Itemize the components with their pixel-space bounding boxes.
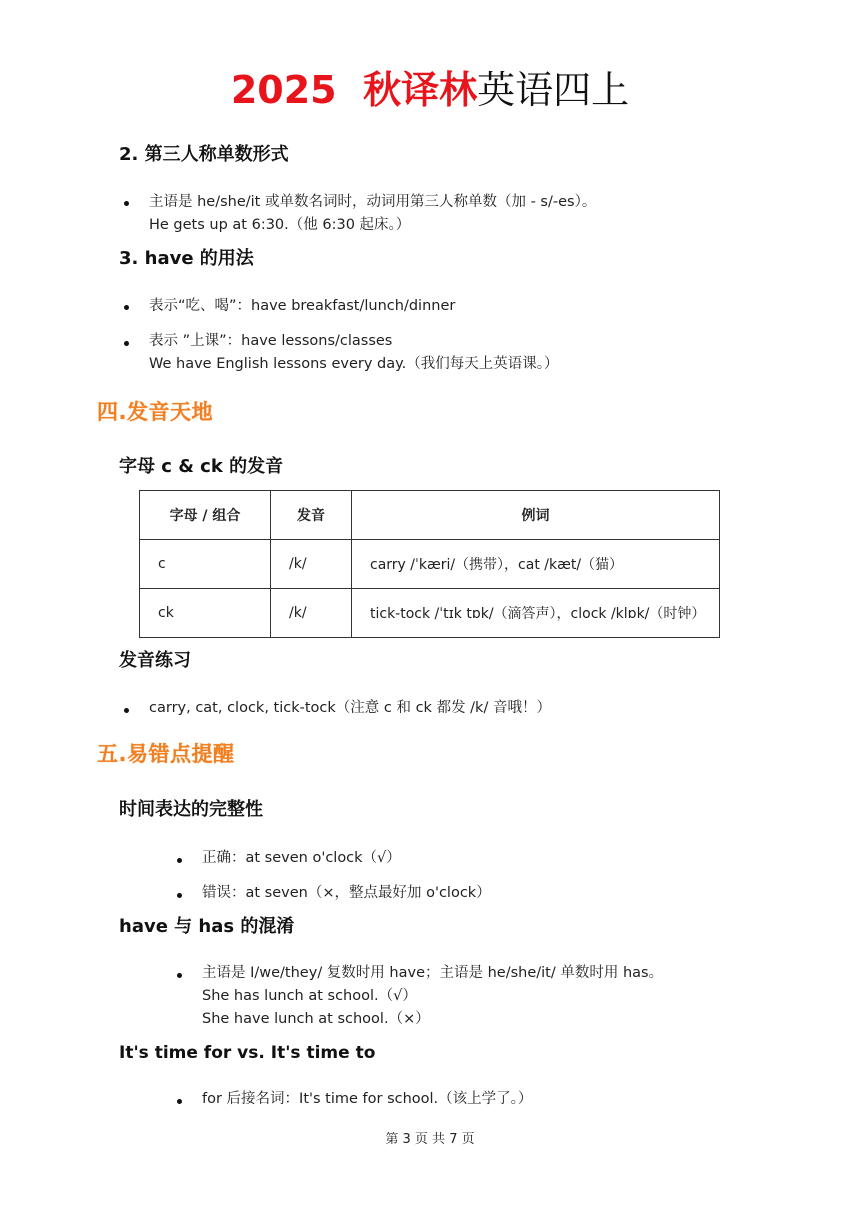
subheading-its-time: It's time for vs. It's time to <box>119 1043 376 1063</box>
table-header-cell: 字母 / 组合 <box>140 491 271 540</box>
example-sentence: She have lunch at school.（×） <box>202 1011 430 1027</box>
heading-have-usage: 3. have 的用法 <box>119 248 254 269</box>
example-sentence: She has lunch at school.（√） <box>202 988 417 1004</box>
table-cell: c <box>140 540 271 589</box>
table-row <box>140 589 720 638</box>
heading-third-person: 2. 第三人称单数形式 <box>119 144 289 165</box>
bullet-dot <box>124 708 129 713</box>
title-year: 2025 <box>230 68 337 112</box>
subheading-practice: 发音练习 <box>119 650 191 671</box>
bullet-dot <box>177 893 182 898</box>
table-cell: ck <box>140 589 271 638</box>
title-publisher: 秋译林 <box>363 68 478 112</box>
bullet-text: carry, cat, clock, tick-tock（注意 c 和 ck 都发 /k/ 音哦！） <box>149 700 551 716</box>
title-rest: 英语四上 <box>477 68 630 112</box>
table-cell: /k/ <box>271 589 352 638</box>
bullet-dot <box>124 341 129 346</box>
table-cell: carry /ˈkæri/（携带），cat /kæt/（猫） <box>352 540 720 589</box>
bullet-dot <box>124 305 129 310</box>
bullet-dot <box>124 201 129 206</box>
bullet-dot <box>177 858 182 863</box>
table-header-cell: 例词 <box>352 491 720 540</box>
bullet-dot <box>177 1099 182 1104</box>
table-cell: /k/ <box>271 540 352 589</box>
bullet-text: 正确：at seven o'clock（√） <box>202 850 401 866</box>
section-heading-pronunciation: 四.发音天地 <box>97 400 213 424</box>
table-cell: tick-tock /ˈtɪk tɒk/（滴答声），clock /klɒk/（时钟） <box>352 589 720 638</box>
pronunciation-table <box>139 490 720 638</box>
example-sentence: He gets up at 6:30.（他 6:30 起床。） <box>149 217 411 233</box>
bullet-text: 错误：at seven（×，整点最好加 o'clock） <box>202 885 491 901</box>
table-header-cell: 发音 <box>271 491 352 540</box>
table-row <box>140 540 720 589</box>
page-number-footer: 第 3 页 共 7 页 <box>385 1132 475 1147</box>
bullet-text: 表示“吃、喝”：have breakfast/lunch/dinner <box>149 298 456 314</box>
subheading-have-has: have 与 has 的混淆 <box>119 916 295 937</box>
bullet-dot <box>177 973 182 978</box>
table-header-row <box>140 491 720 540</box>
bullet-text: 主语是 I/we/they/ 复数时用 have；主语是 he/she/it/ 单数时用 has。 <box>202 965 664 981</box>
subheading-c-ck: 字母 c & ck 的发音 <box>119 456 284 477</box>
bullet-text: 主语是 he/she/it 或单数名词时，动词用第三人称单数（加 - s/-es）。 <box>149 194 597 210</box>
bullet-text: for 后接名词：It's time for school.（该上学了。） <box>202 1091 533 1107</box>
example-sentence: We have English lessons every day.（我们每天上英语课。） <box>149 356 559 372</box>
section-heading-common-mistakes: 五.易错点提醒 <box>97 742 235 766</box>
subheading-time-expression: 时间表达的完整性 <box>119 799 263 820</box>
page-title <box>0 62 860 118</box>
bullet-text: 表示 ”上课”：have lessons/classes <box>149 333 393 349</box>
